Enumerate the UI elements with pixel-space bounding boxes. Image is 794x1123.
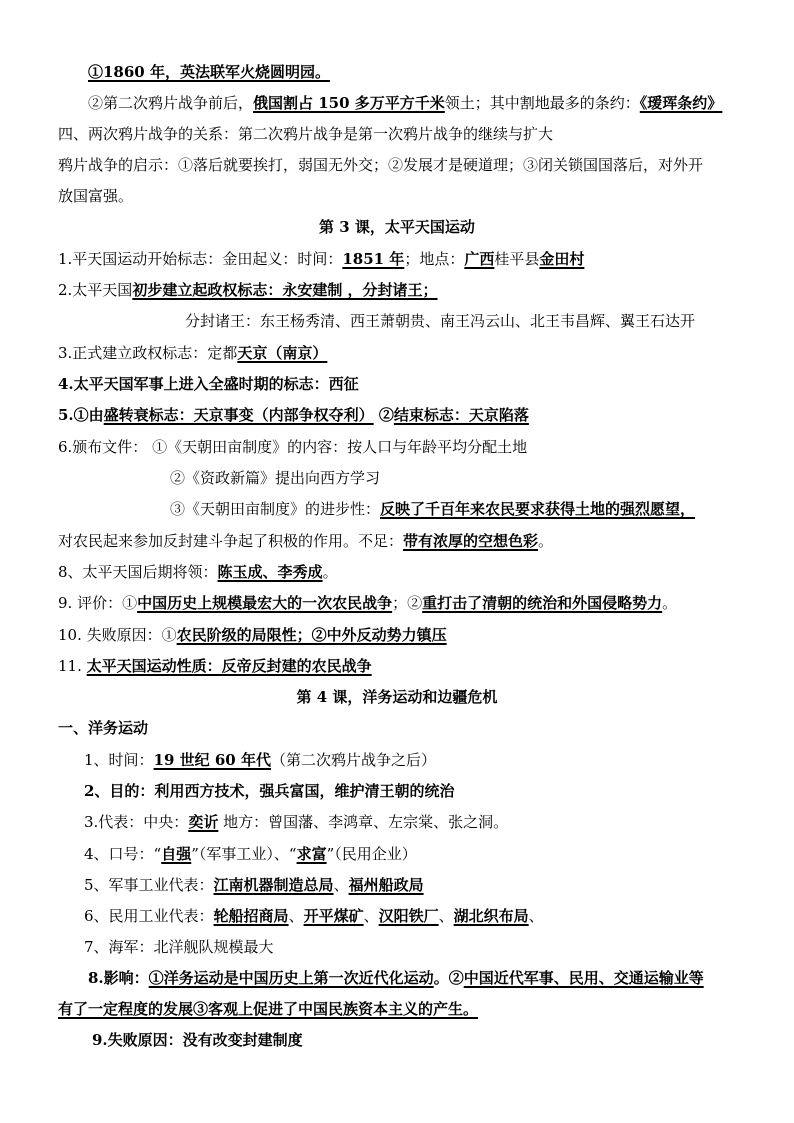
text-run: 桂平县 (494, 250, 540, 268)
text-run: 9. 评价：① (58, 594, 138, 612)
text-run: 开平煤矿 (303, 907, 364, 925)
text-run: ②《资政新篇》提出向西方学习 (170, 469, 381, 487)
text-line-11 (58, 373, 359, 395)
text-line-30 (88, 967, 704, 989)
text-run: （第二次鸦片战争之后） (270, 751, 436, 769)
text-run: 中国历史上规模最宏大的一次农民战争 (137, 594, 393, 612)
text-run: 俄国割占 150 多万平方千米 (253, 94, 445, 112)
text-line-23 (84, 749, 436, 771)
text-run: 6、民用工业代表： (84, 907, 214, 925)
text-run: 7、海军：北洋舰队规模最大 (84, 938, 274, 956)
text-run: 陈玉成、李秀成 (217, 563, 323, 581)
text-run: 。 (322, 563, 338, 581)
text-line-29 (84, 936, 274, 958)
text-run: 8.影响： (88, 969, 149, 987)
text-run: 5.①由 (58, 406, 104, 424)
lesson-3-heading (0, 216, 794, 238)
text-run: 1.平天国运动开始标志：金田起义：时间： (58, 250, 343, 268)
text-run: 轮船招商局 (213, 907, 289, 925)
text-run: 19 世纪 60 年代 (153, 751, 271, 769)
text-run: 汉阳铁厂 (378, 907, 439, 925)
text-run: 、 (528, 907, 544, 925)
text-run: 第 3 课，太平天国运动 (319, 218, 475, 236)
text-run: 、 (288, 907, 304, 925)
text-run: 2、目的：利用西方技术，强兵富国，维护清王朝的统治 (84, 782, 455, 800)
text-run: 金田村 (539, 250, 585, 268)
text-run: 《瑷珲条约》 (639, 94, 723, 112)
text-line-17 (58, 561, 338, 583)
text-run: 鸦片战争的启示：①落后就要挨打，弱国无外交；②发展才是硬道理；③闭关锁国国落后，对外开 (58, 156, 704, 174)
text-run: ①1860 年，英法联军火烧圆明园。 (88, 63, 330, 81)
text-run: ；地点： (404, 250, 465, 268)
text-line-24 (84, 780, 454, 802)
text-line-26 (84, 843, 417, 865)
text-run: 8、太平天国后期将领： (58, 563, 218, 581)
text-run: 11. (58, 657, 87, 675)
text-line-15 (170, 498, 695, 520)
text-line-20 (58, 655, 372, 677)
text-run: 广西 (464, 250, 495, 268)
text-run: 3.代表：中央： (84, 813, 189, 831)
text-run: 第 4 课，洋务运动和边疆危机 (296, 688, 498, 706)
text-run: 有了一定程度的发展③客观上促进了中国民族资本主义的产生。 (58, 1000, 479, 1018)
text-run: 湖北织布局 (453, 907, 529, 925)
lesson-4-heading (0, 686, 794, 708)
text-line-13 (58, 436, 527, 458)
text-run: 1851 年 (342, 250, 405, 268)
text-run: ②第二次鸦片战争前后， (88, 94, 254, 112)
text-line-7 (58, 248, 584, 270)
text-run: 3.正式建立政权标志：定都 (58, 344, 238, 362)
text-run: 带有浓厚的空想色彩 (403, 532, 539, 550)
text-run: ③《天朝田亩制度》的进步性： (170, 500, 381, 518)
text-run: 放国富强。 (58, 187, 134, 205)
text-run: 、 (438, 907, 454, 925)
text-run: 农民阶级的局限性；②中外反动势力镇压 (176, 626, 447, 644)
text-line-16 (58, 530, 553, 552)
text-line-1 (88, 61, 330, 83)
text-run: 分封诸王：东王杨秀清、西王萧朝贵、南王冯云山、北王韦昌辉、翼王石达开 (185, 312, 696, 330)
text-run: 反映了千百年来农民要求获得土地的强烈愿望， (380, 500, 696, 518)
text-run: ①洋务运动是中国历史上第一次近代化运动 (148, 969, 434, 987)
text-line-5 (58, 185, 133, 207)
text-line-27 (84, 874, 424, 896)
text-run: 、 (333, 876, 349, 894)
text-run: 盛转衰标志：天京事变（内部争权夺利） (103, 406, 374, 424)
text-run: 2.太平天国 (58, 281, 133, 299)
text-run: 5、军事工业代表： (84, 876, 214, 894)
text-line-25 (84, 811, 508, 833)
text-run: 四、两次鸦片战争的关系：第二次鸦片战争是第一次鸦片战争的继续与扩大 (58, 125, 554, 143)
text-run: 1、时间： (84, 751, 154, 769)
text-line-8 (58, 279, 438, 301)
text-run: 结束标志：天京陷落 (393, 406, 529, 424)
text-run: 太平天国运动性质：反帝反封建的农民战争 (86, 657, 372, 675)
text-run: 奕䜣 (188, 813, 219, 831)
text-line-32 (92, 1029, 303, 1051)
text-run: 自强 (161, 845, 192, 863)
text-run: 10. 失败原因：① (58, 626, 177, 644)
text-run: 9.失败原因：没有改变封建制度 (92, 1031, 303, 1049)
text-run: 重打击了清朝的统治和外国侵略势力 (422, 594, 663, 612)
text-run: ；② (392, 594, 423, 612)
text-line-4 (58, 154, 703, 176)
text-line-28 (84, 905, 544, 927)
text-run: 求富 (296, 845, 327, 863)
text-run: 。 (538, 532, 554, 550)
text-line-19 (58, 624, 447, 646)
text-run: 一、洋务运动 (58, 719, 149, 737)
text-run: 4、口号：“ (84, 845, 162, 863)
text-run: 江南机器制造总局 (213, 876, 334, 894)
text-run: 6.颁布文件： ①《天朝田亩制度》的内容：按人口与年龄平均分配土地 (58, 438, 528, 456)
text-line-9 (185, 310, 695, 332)
text-run: 初步建立起政权标志：永安建制 ，分封诸王； (132, 281, 438, 299)
text-line-3 (58, 123, 553, 145)
text-run: 。 (662, 594, 678, 612)
text-line-14 (170, 467, 380, 489)
text-run: ② (373, 406, 394, 424)
text-run: 。② (433, 969, 464, 987)
text-run: 领土；其中割地最多的条约： (444, 94, 640, 112)
text-line-2 (88, 92, 722, 114)
text-run: 对农民起来参加反封建斗争起了积极的作用。不足： (58, 532, 404, 550)
text-run: 天京（南京） (237, 344, 328, 362)
text-run: 、 (363, 907, 379, 925)
text-line-31 (58, 998, 478, 1020)
text-run: 福州船政局 (348, 876, 424, 894)
text-line-10 (58, 342, 327, 364)
text-run: ”（民用企业） (326, 845, 417, 863)
text-run: ”（军事工业）、“ (191, 845, 297, 863)
text-run: 中国近代军事、民用、交通运输业等 (463, 969, 704, 987)
text-run: 4.太平天国军事上进入全盛时期的标志：西征 (58, 375, 359, 393)
section-heading (58, 717, 148, 739)
text-line-12 (58, 404, 529, 426)
text-line-18 (58, 592, 677, 614)
text-run: 地方：曾国藩、李鸿章、左宗棠、张之洞。 (218, 813, 509, 831)
